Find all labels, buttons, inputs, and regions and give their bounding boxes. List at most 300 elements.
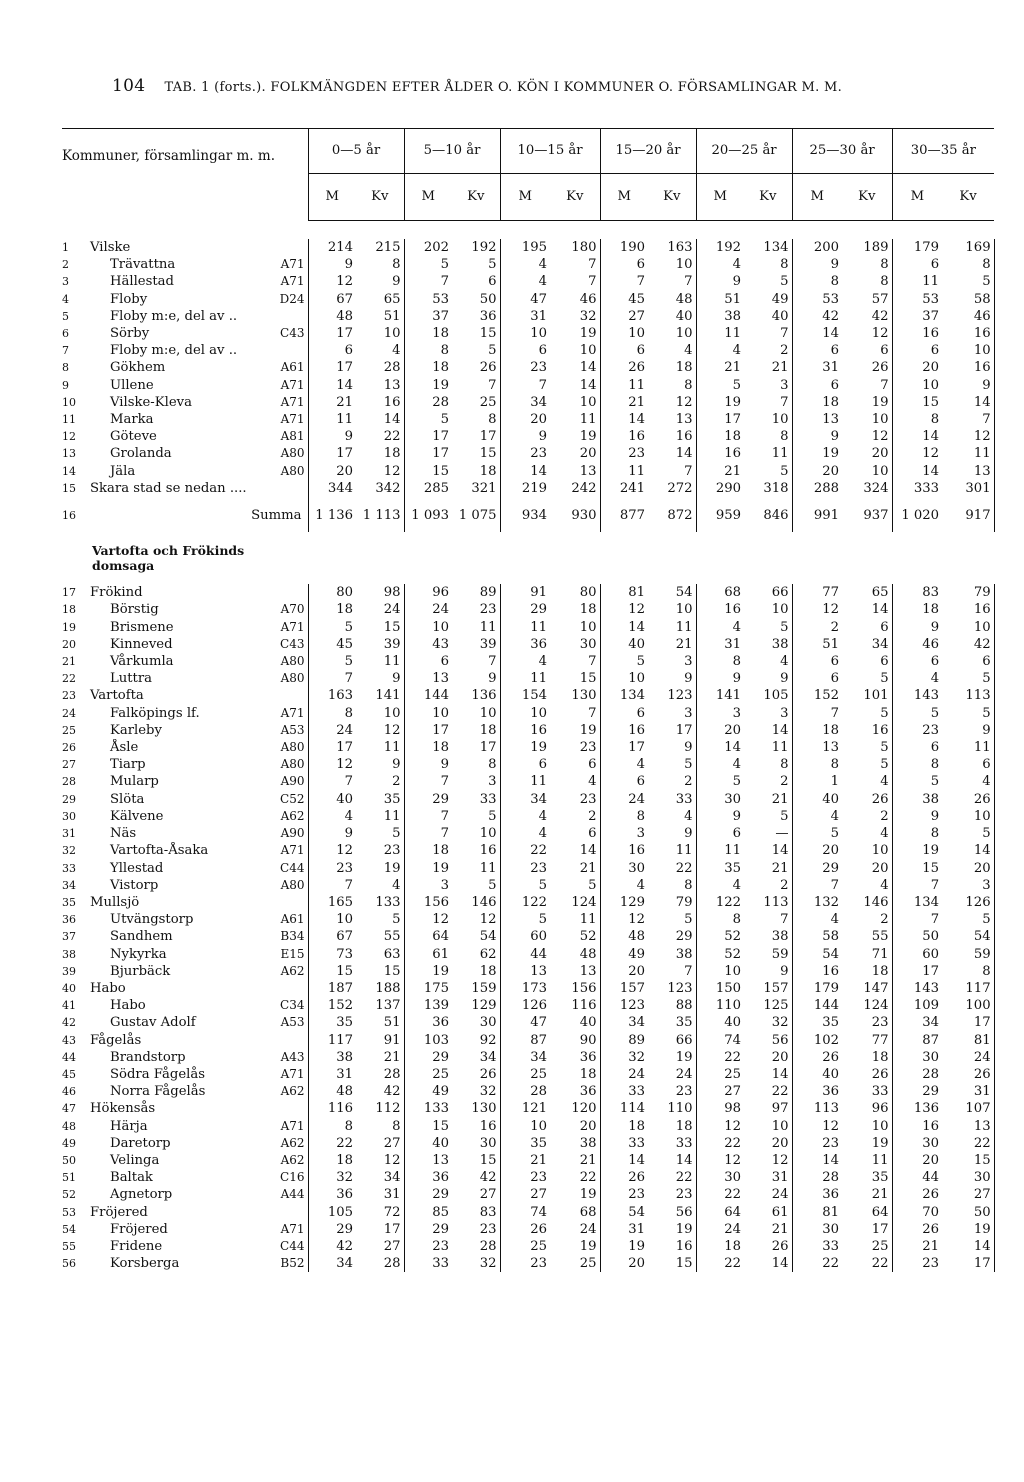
value-cell: 7 (744, 911, 792, 928)
value-cell: 15 (942, 1152, 994, 1169)
value-cell: 344 (308, 480, 356, 497)
value-cell: 126 (521, 998, 548, 1014)
value-cell: 10 (842, 411, 892, 428)
value-cell: 202 (423, 240, 450, 255)
value-cell: 7 (452, 377, 500, 394)
value-cell: 4 (830, 808, 840, 824)
value-cell: 9 (744, 670, 792, 687)
value-cell: 48 (628, 929, 646, 945)
value-cell: 18 (452, 963, 500, 980)
value-cell: 7 (830, 705, 840, 721)
table-row (62, 1255, 994, 1272)
row-code: D24 (279, 291, 305, 306)
section-title: Vartofta och Frökinds domsaga (92, 543, 245, 574)
value-cell: 10 (922, 377, 940, 393)
value-cell: 10 (648, 325, 696, 342)
value-cell: 37 (922, 308, 940, 324)
table-row (62, 894, 994, 911)
value-cell: 16 (942, 601, 994, 618)
value-cell: 35 (724, 860, 742, 876)
value-cell: 10 (744, 601, 792, 618)
row-label-cell (62, 705, 308, 722)
value-cell: 14 (822, 1152, 840, 1168)
value-cell: 91 (356, 1032, 404, 1049)
row-number: 40 (62, 981, 76, 995)
value-cell: 18 (550, 1066, 600, 1083)
value-cell: 18 (648, 1118, 696, 1135)
value-cell: 14 (550, 842, 600, 859)
value-cell: 8 (732, 912, 742, 928)
row-label-cell (62, 739, 308, 756)
value-cell: 4 (732, 757, 742, 773)
value-cell: 16 (530, 722, 548, 738)
value-cell: 14 (922, 463, 940, 479)
value-cell: 26 (842, 791, 892, 808)
value-cell: 3 (440, 877, 450, 893)
value-cell: 5 (648, 756, 696, 773)
value-cell: 126 (942, 894, 994, 911)
value-cell: 31 (822, 360, 840, 376)
age-group-header: 5—10 år (404, 129, 500, 174)
value-cell: 20 (628, 963, 646, 979)
value-cell: 9 (452, 670, 500, 687)
row-number: 8 (62, 361, 69, 375)
row-number: 45 (62, 1067, 76, 1081)
value-cell: 7 (550, 256, 600, 273)
row-label-cell (62, 1118, 308, 1135)
value-cell: 11 (452, 619, 500, 636)
value-cell: 8 (452, 756, 500, 773)
value-cell: 31 (308, 1066, 356, 1083)
value-cell: 17 (432, 429, 450, 445)
value-cell: 8 (744, 256, 792, 273)
sex-header-kv: Kv (842, 174, 892, 221)
value-cell: 30 (628, 860, 646, 876)
value-cell: 21 (842, 1186, 892, 1203)
value-cell: 9 (732, 274, 742, 290)
value-cell: 42 (356, 1083, 404, 1100)
value-cell: 333 (913, 480, 940, 496)
value-cell: 7 (452, 653, 500, 670)
value-cell: 34 (452, 1049, 500, 1066)
value-cell: 107 (942, 1100, 994, 1117)
value-cell: 5 (842, 756, 892, 773)
value-cell: 48 (308, 308, 356, 325)
row-name: Marka (110, 412, 154, 428)
value-cell: 30 (724, 791, 742, 807)
row-number: 16 (62, 509, 76, 523)
value-cell: 192 (715, 240, 742, 255)
row-name: Sörby (110, 326, 150, 342)
value-cell: 12 (942, 428, 994, 445)
value-cell: 5 (308, 619, 356, 636)
value-cell: 72 (356, 1204, 404, 1221)
value-cell: 10 (356, 705, 404, 722)
row-name: Bjurbäck (110, 963, 171, 979)
value-cell: 58 (942, 291, 994, 308)
value-cell: 80 (308, 584, 356, 601)
value-cell: 11 (356, 808, 404, 825)
value-cell: 28 (356, 359, 404, 376)
value-cell: 12 (922, 446, 940, 462)
value-cell: 67 (308, 291, 356, 308)
table-row (62, 980, 994, 997)
value-cell: 10 (648, 256, 696, 273)
value-cell: 23 (308, 860, 356, 877)
value-cell: 12 (628, 602, 646, 618)
value-cell: 9 (830, 257, 840, 273)
value-cell: 7 (648, 273, 696, 290)
value-cell: 15 (356, 963, 404, 980)
value-cell: 11 (724, 843, 742, 859)
value-cell: 219 (521, 480, 548, 496)
value-cell: 31 (628, 1221, 646, 1237)
row-code: A71 (280, 1221, 305, 1236)
value-cell: 56 (648, 1204, 696, 1221)
table-row (62, 619, 994, 636)
value-cell: 18 (822, 722, 840, 738)
value-cell: 7 (942, 411, 994, 428)
value-cell: 22 (744, 1083, 792, 1100)
value-cell: 40 (550, 1014, 600, 1031)
value-cell: 17 (308, 325, 356, 342)
value-cell: 141 (356, 687, 404, 704)
value-cell: 10 (842, 1118, 892, 1135)
value-cell: 97 (744, 1100, 792, 1117)
value-cell: 20 (530, 412, 548, 428)
value-cell: 96 (432, 585, 450, 601)
row-label-cell (62, 670, 308, 687)
row-name: Näs (110, 826, 137, 842)
value-cell: 16 (452, 842, 500, 859)
value-cell: 12 (432, 912, 450, 928)
value-cell: 40 (308, 791, 356, 808)
value-cell: 10 (452, 825, 500, 842)
value-cell: 30 (822, 1221, 840, 1237)
value-cell: 49 (628, 946, 646, 962)
table-row (62, 273, 994, 290)
row-number: 12 (62, 430, 76, 444)
value-cell: 146 (842, 894, 892, 911)
value-cell: 18 (432, 360, 450, 376)
row-number: 50 (62, 1153, 76, 1167)
value-cell: 22 (822, 1256, 840, 1272)
value-cell: 7 (830, 877, 840, 893)
value-cell: 7 (440, 774, 450, 790)
row-name: Gökhem (110, 360, 166, 376)
value-cell: 917 (942, 497, 994, 532)
value-cell: 12 (356, 1152, 404, 1169)
row-name: Börstig (110, 602, 159, 618)
row-label-cell (62, 1238, 308, 1255)
value-cell: 7 (538, 377, 548, 393)
value-cell: 36 (550, 1049, 600, 1066)
value-cell: 61 (744, 1204, 792, 1221)
value-cell: 4 (356, 877, 404, 894)
value-cell: 33 (628, 1084, 646, 1100)
value-cell: 27 (356, 1238, 404, 1255)
row-code: A71 (280, 377, 305, 392)
value-cell: 50 (452, 291, 500, 308)
value-cell: 17 (942, 1014, 994, 1031)
value-cell: 46 (942, 308, 994, 325)
table-row (62, 1100, 994, 1117)
value-cell: 19 (842, 1135, 892, 1152)
value-cell: 4 (636, 877, 646, 893)
value-cell: 25 (432, 1066, 450, 1082)
sex-header-m: M (404, 174, 452, 221)
row-label-cell (62, 1049, 308, 1066)
value-cell: 9 (308, 428, 356, 445)
table-row (62, 359, 994, 376)
value-cell: 38 (308, 1049, 356, 1066)
value-cell: 19 (922, 843, 940, 859)
row-name: Åsle (110, 740, 139, 756)
value-cell: 34 (530, 394, 548, 410)
value-cell: 16 (942, 359, 994, 376)
value-cell: 324 (842, 480, 892, 497)
value-cell: 22 (648, 860, 696, 877)
row-number: 10 (62, 395, 76, 409)
row-name: Yllestad (110, 860, 164, 876)
row-number: 1 (62, 241, 69, 254)
value-cell: 12 (822, 1118, 840, 1134)
value-cell: 20 (822, 843, 840, 859)
value-cell: 30 (452, 1014, 500, 1031)
sex-header-kv: Kv (356, 174, 404, 221)
value-cell: 13 (356, 377, 404, 394)
value-cell: 6 (842, 619, 892, 636)
row-name: Baltak (110, 1170, 153, 1186)
value-cell: 163 (648, 239, 696, 256)
value-cell: 17 (922, 963, 940, 979)
row-code: A61 (280, 360, 305, 375)
value-cell: 19 (550, 722, 600, 739)
value-cell: 959 (715, 508, 742, 524)
row-code: B52 (280, 1256, 305, 1271)
value-cell: 9 (308, 825, 356, 842)
row-number: 19 (62, 620, 76, 634)
value-cell: 5 (538, 912, 548, 928)
value-cell: 8 (356, 256, 404, 273)
value-cell: 83 (922, 585, 940, 601)
value-cell: 5 (842, 705, 892, 722)
value-cell: 28 (356, 1066, 404, 1083)
row-name: Habo (90, 980, 126, 996)
value-cell: 6 (308, 342, 356, 359)
value-cell: 36 (308, 1186, 356, 1203)
value-cell: 24 (356, 601, 404, 618)
value-cell: 105 (744, 687, 792, 704)
value-cell: 15 (922, 394, 940, 410)
value-cell: 3 (636, 826, 646, 842)
value-cell: 110 (715, 998, 742, 1014)
row-code: A62 (280, 808, 305, 823)
value-cell: 7 (308, 670, 356, 687)
value-cell: 54 (628, 1204, 646, 1220)
row-label-cell (62, 619, 308, 636)
row-number: 49 (62, 1136, 76, 1150)
row-name: Vistorp (110, 877, 159, 893)
value-cell: 6 (550, 756, 600, 773)
table-row (62, 877, 994, 894)
row-code: A80 (280, 671, 305, 686)
row-number: 23 (62, 689, 76, 703)
value-cell: 4 (550, 773, 600, 790)
value-cell: 34 (308, 1255, 356, 1272)
row-code: C16 (280, 1170, 305, 1185)
value-cell: 16 (648, 428, 696, 445)
sex-header-kv: Kv (452, 174, 500, 221)
value-cell: 11 (530, 774, 548, 790)
value-cell: 18 (550, 601, 600, 618)
value-cell: 173 (521, 980, 548, 996)
row-label-cell (62, 1100, 308, 1117)
value-cell: 23 (356, 842, 404, 859)
row-number: 56 (62, 1257, 76, 1271)
value-cell: 17 (308, 359, 356, 376)
row-number: 2 (62, 258, 69, 272)
page-header (112, 76, 842, 96)
value-cell: 5 (538, 877, 548, 893)
row-name: Velinga (110, 1152, 160, 1168)
row-number: 54 (62, 1222, 76, 1236)
value-cell: 5 (842, 670, 892, 687)
value-cell: 10 (432, 619, 450, 635)
value-cell: 28 (922, 1066, 940, 1082)
row-name: Sandhem (110, 929, 173, 945)
value-cell: 42 (452, 1169, 500, 1186)
value-cell: 36 (822, 1187, 840, 1203)
row-label-cell (62, 842, 308, 859)
value-cell: 42 (822, 308, 840, 324)
value-cell: 7 (440, 808, 450, 824)
table-row (62, 1152, 994, 1169)
page-number: 104 (112, 76, 146, 96)
value-cell: 34 (530, 1049, 548, 1065)
value-cell: 12 (648, 394, 696, 411)
value-cell: 83 (452, 1204, 500, 1221)
value-cell: 11 (530, 671, 548, 687)
value-cell: 54 (452, 928, 500, 945)
row-code: A80 (280, 654, 305, 669)
row-number: 51 (62, 1171, 76, 1185)
row-number: 33 (62, 861, 76, 875)
value-cell: 16 (842, 722, 892, 739)
value-cell: 53 (922, 291, 940, 307)
value-cell: 35 (530, 1135, 548, 1151)
value-cell: 3 (648, 653, 696, 670)
section-heading-cell (62, 532, 994, 584)
value-cell: 3 (732, 705, 742, 721)
value-cell: 5 (452, 256, 500, 273)
value-cell: 12 (724, 1152, 742, 1168)
value-cell: 29 (308, 1221, 356, 1238)
value-cell: 19 (356, 860, 404, 877)
value-cell: 9 (648, 670, 696, 687)
sex-header-m: M (696, 174, 744, 221)
row-label-cell (62, 860, 308, 877)
value-cell: 59 (744, 946, 792, 963)
value-cell: 5 (744, 808, 792, 825)
sex-header-kv: Kv (942, 174, 994, 221)
value-cell: 15 (452, 325, 500, 342)
row-name: Göteve (110, 429, 157, 445)
value-cell: 23 (432, 1238, 450, 1254)
value-cell: 9 (830, 429, 840, 445)
table-row (62, 394, 994, 411)
row-number: 6 (62, 327, 69, 341)
value-cell: 23 (628, 1187, 646, 1203)
row-number: 55 (62, 1239, 76, 1253)
value-cell: 7 (744, 394, 792, 411)
value-cell: 6 (830, 671, 840, 687)
value-cell: 56 (744, 1032, 792, 1049)
value-cell: 8 (440, 343, 450, 359)
value-cell: 12 (308, 756, 356, 773)
value-cell: 10 (530, 705, 548, 721)
row-number: 41 (62, 999, 76, 1013)
value-cell: 21 (744, 359, 792, 376)
value-cell: 96 (842, 1100, 892, 1117)
row-number: 28 (62, 775, 76, 789)
value-cell: 19 (432, 860, 450, 876)
value-cell: 26 (842, 359, 892, 376)
row-label-cell (62, 291, 308, 308)
value-cell: 6 (830, 377, 840, 393)
row-name: Vartofta (90, 688, 144, 704)
value-cell: 38 (744, 636, 792, 653)
row-name: Fågelås (90, 1032, 142, 1048)
value-cell: 20 (922, 360, 940, 376)
value-cell: 77 (842, 1032, 892, 1049)
value-cell: 22 (942, 1135, 994, 1152)
value-cell: 877 (619, 508, 646, 524)
value-cell: 934 (521, 508, 548, 524)
value-cell: 5 (942, 273, 994, 290)
row-label-cell (62, 756, 308, 773)
value-cell: 37 (432, 308, 450, 324)
sex-header-m: M (600, 174, 648, 221)
value-cell: 21 (356, 1049, 404, 1066)
value-cell: 55 (356, 928, 404, 945)
row-code: C44 (280, 1238, 305, 1253)
value-cell: 5 (830, 826, 840, 842)
value-cell: 4 (842, 773, 892, 790)
value-cell: 9 (930, 808, 940, 824)
value-cell: 8 (930, 826, 940, 842)
value-cell: 301 (942, 480, 994, 497)
value-cell: 23 (842, 1014, 892, 1031)
value-cell: 5 (356, 911, 404, 928)
value-cell: 10 (452, 705, 500, 722)
value-cell: 23 (550, 739, 600, 756)
row-label-cell (62, 894, 308, 911)
value-cell: 285 (423, 480, 450, 496)
row-code: A80 (280, 740, 305, 755)
value-cell: 81 (628, 585, 646, 601)
row-label-cell (62, 1221, 308, 1238)
value-cell: 58 (822, 929, 840, 945)
value-cell: 60 (530, 929, 548, 945)
value-cell: 42 (842, 308, 892, 325)
row-name: Ullene (110, 377, 154, 393)
summa-row (62, 497, 994, 532)
value-cell: 113 (942, 687, 994, 704)
table-row (62, 1014, 994, 1031)
value-cell: 8 (744, 428, 792, 445)
value-cell: 18 (922, 602, 940, 618)
